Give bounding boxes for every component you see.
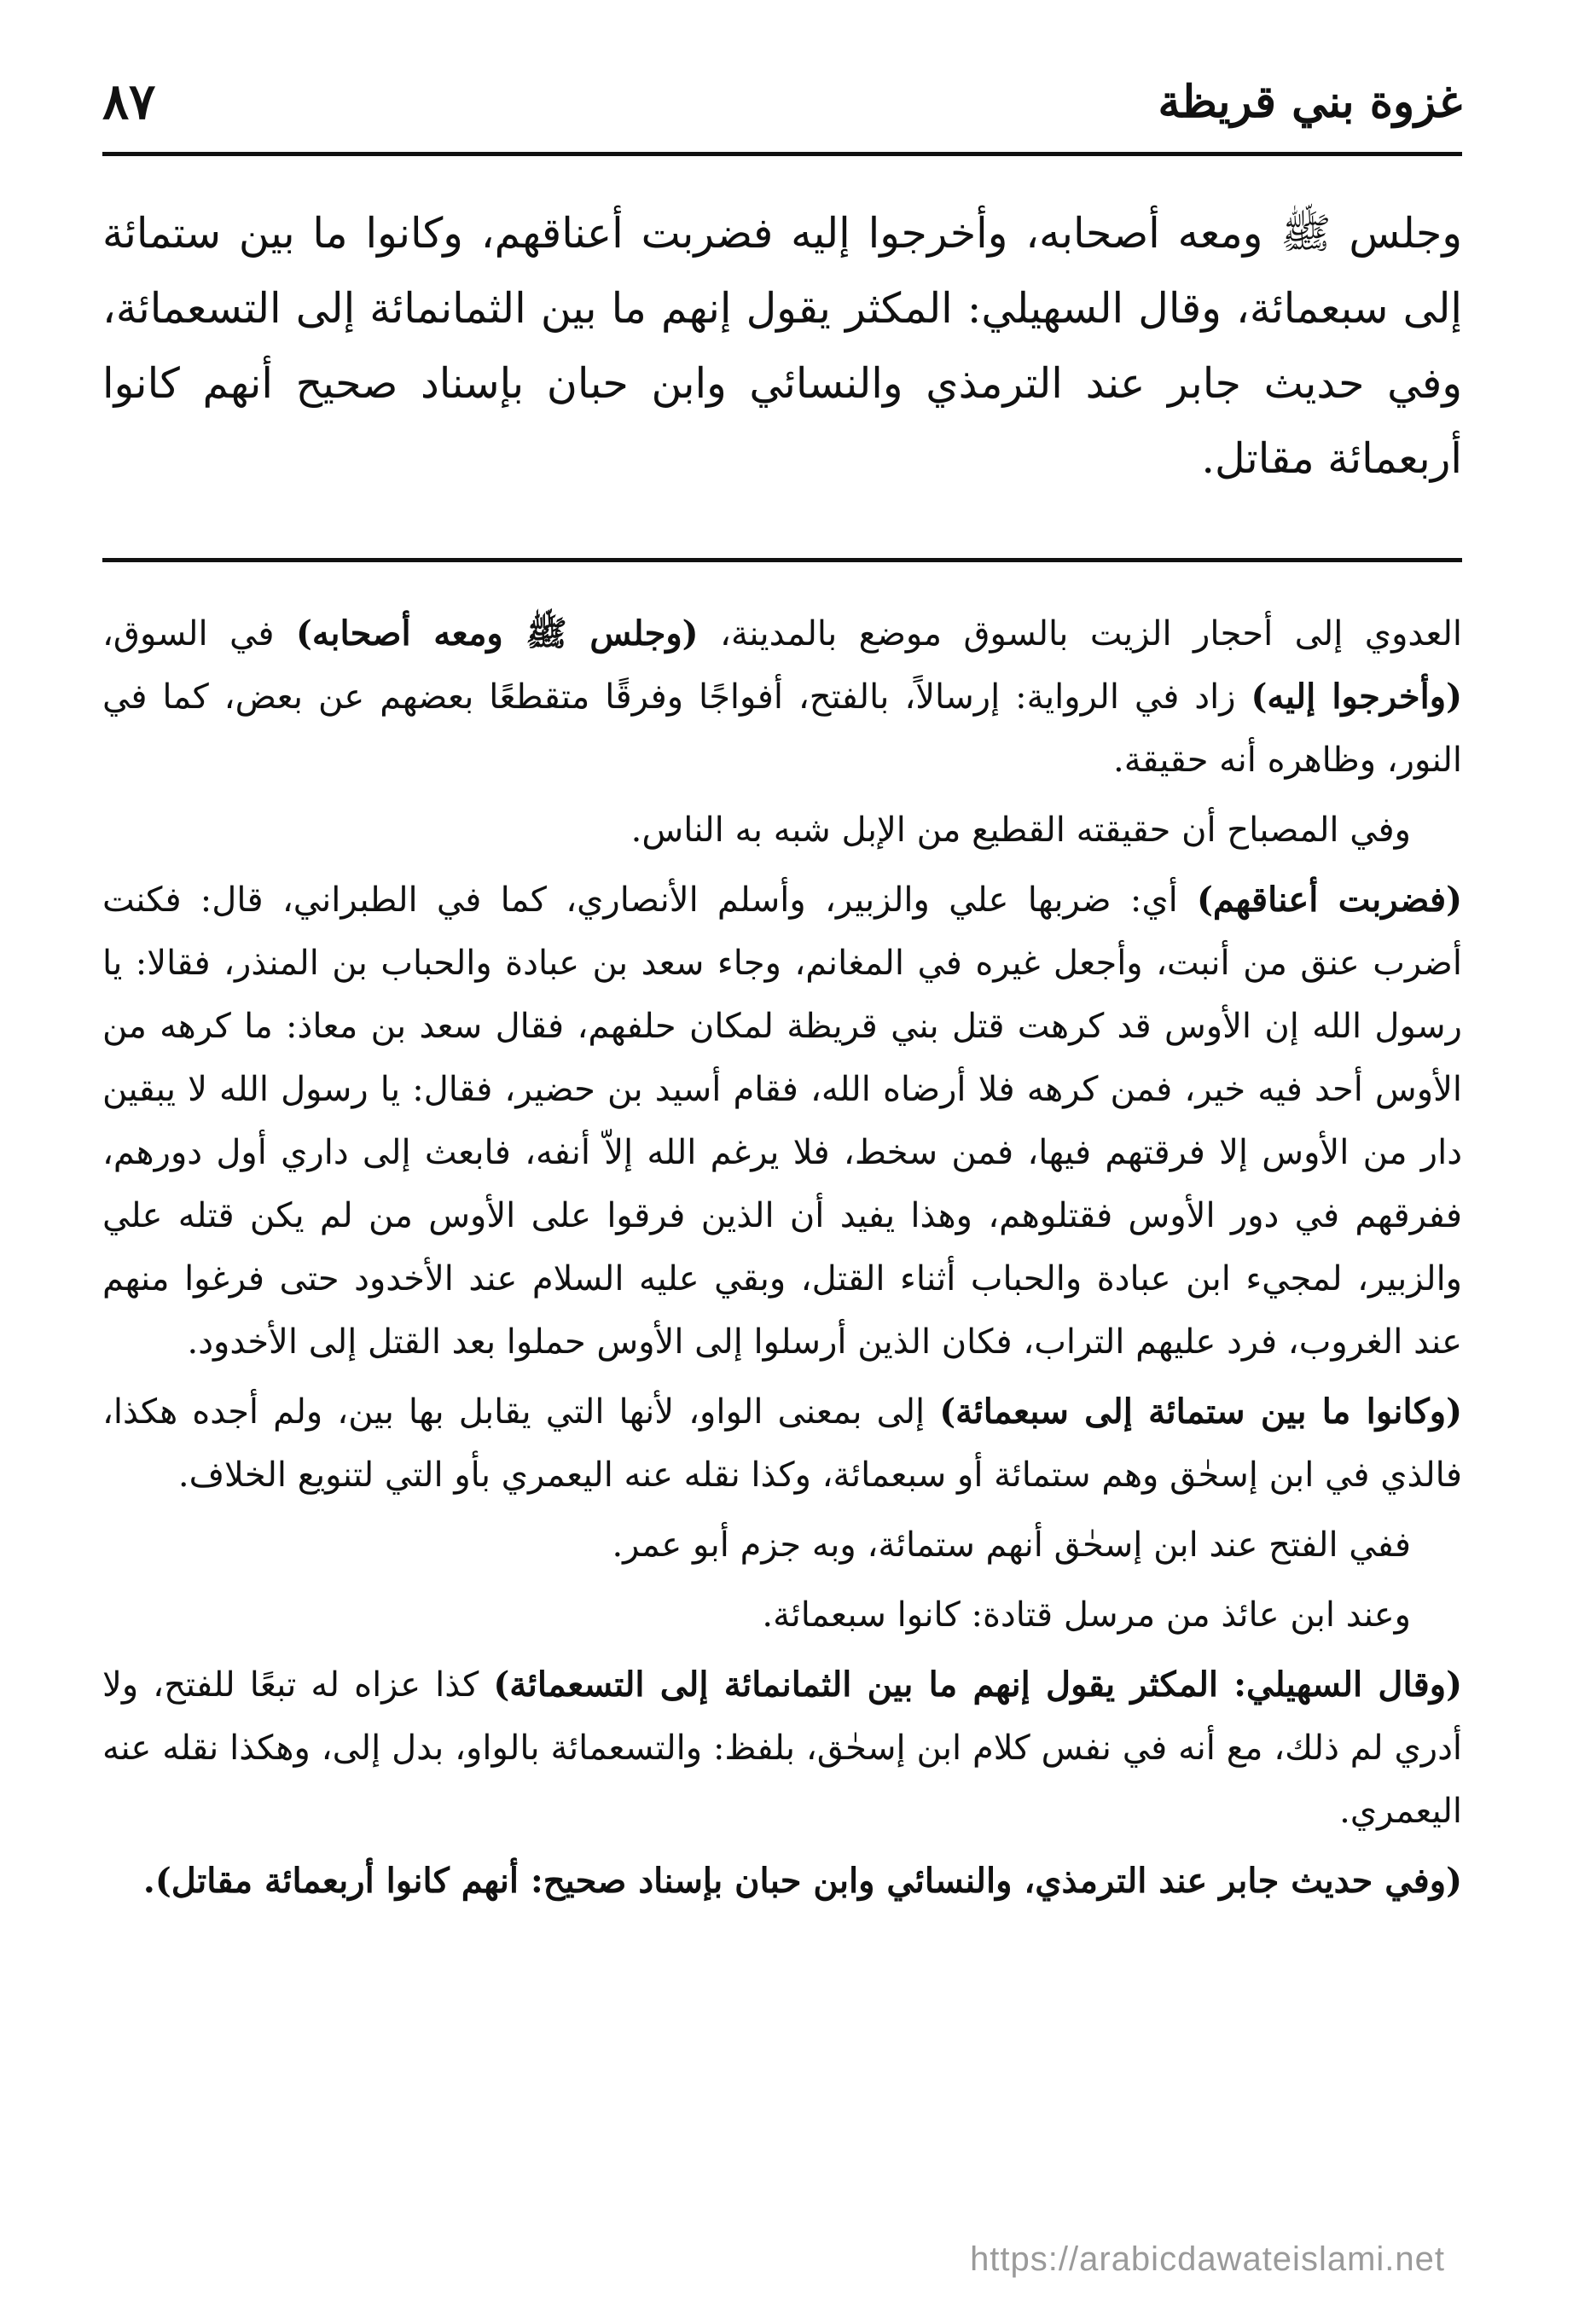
quoted-lemma: (وكانوا ما بين ستمائة إلى سبعمائة) bbox=[939, 1391, 1463, 1432]
quoted-lemma: (فضربت أعناقهم) bbox=[1196, 880, 1463, 920]
commentary-paragraph bbox=[102, 869, 1462, 1374]
chapter-title: غزوة بني قريظة bbox=[1158, 76, 1462, 128]
page-header bbox=[102, 68, 1462, 137]
source-watermark: https://arabicdawateislami.net bbox=[970, 2240, 1445, 2278]
quoted-lemma: (وجلس ﷺ ومعه أصحابه) bbox=[295, 613, 699, 654]
commentary-text: العدوي إلى أحجار الزيت بالسوق موضع بالمدينة، bbox=[698, 614, 1462, 654]
commentary-section bbox=[102, 602, 1462, 1920]
header-rule bbox=[102, 152, 1462, 156]
main-paragraph: وجلس ﷺ ومعه أصحابه، وأخرجوا إليه فضربت أعناقهم، وكانوا ما بين ستمائة إلى سبعمائة، وقال السهيلي: المكثر يقول إنهم ما بين الثمانمائة إلى التسعمائة، وفي حديث جابر عند الترمذي والنسائي وابن حبان بإسناد صحيح أنهم كانوا أربعمائة مقاتل. bbox=[102, 209, 1462, 483]
commentary-paragraph bbox=[102, 1514, 1462, 1577]
commentary-text: زاد في الرواية: إرسالاً، بالفتح، أفواجًا وفرقًا متقطعًا بعضهم عن بعض، كما في النور، وظاهره أنه حقيقة. bbox=[102, 677, 1462, 780]
commentary-paragraph bbox=[102, 1380, 1462, 1507]
quoted-lemma: (وأخرجوا إليه) bbox=[1251, 677, 1463, 717]
footnote-separator bbox=[102, 558, 1462, 562]
quoted-lemma: (وقال السهيلي: المكثر يقول إنهم ما بين الثمانمائة إلى التسعمائة) bbox=[493, 1665, 1462, 1705]
commentary-paragraph bbox=[102, 799, 1462, 862]
commentary-text: وفي المصباح أن حقيقته القطيع من الإبل شبه به الناس. bbox=[630, 810, 1411, 850]
commentary-text: كذا عزاه له تبعًا للفتح، ولا أدري لم ذلك، مع أنه في نفس كلام ابن إسحٰق، بلفظ: والتسعمائة بالواو، بدل إلى، وهكذا نقله عنه اليعمري. bbox=[102, 1665, 1462, 1831]
commentary-paragraph bbox=[102, 602, 1462, 792]
commentary-paragraph bbox=[102, 1653, 1462, 1843]
commentary-text: ففي الفتح عند ابن إسحٰق أنهم ستمائة، وبه جزم أبو عمر. bbox=[612, 1525, 1411, 1565]
commentary-text: إلى بمعنى الواو، لأنها التي يقابل بها بين، ولم أجده هكذا، فالذي في ابن إسحٰق وهم ستمائة أو سبعمائة، وكذا نقله عنه اليعمري بأو التي لتنويع الخلاف. bbox=[102, 1392, 1462, 1495]
commentary-paragraph bbox=[102, 1850, 1462, 1913]
commentary-text: أي: ضربها علي والزبير، وأسلم الأنصاري، كما في الطبراني، قال: فكنت أضرب عنق من أنبت، وأجعل غيره في المغانم، وجاء سعد بن عبادة والحباب بن المنذر، فقالا: يا رسول الله إن الأوس قد كرهت قتل بني قريظة لمكان حلفهم، فقال سعد بن معاذ: ما كرهه من الأوس أحد فيه خير، فمن كرهه فلا أرضاه الله، فقام أسيد بن حضير، فقال: يا رسول الله لا يبقين دار من الأوس إلا فرقتهم فيها، فمن سخط، فلا يرغم الله إلاّ أنفه، فابعث إلى داري أول دورهم، ففرقهم في دور الأوس فقتلوهم، وهذا يفيد أن الذين فرقوا على الأوس من لم يكن قتله علي والزبير، لمجيء ابن عبادة والحباب أثناء القتل، وبقي عليه السلام عند الأخدود حتى فرغوا منهم عند الغروب، فرد عليهم التراب، فكان الذين أرسلوا إلى الأوس حملوا بعد القتل إلى الأخدود. bbox=[102, 880, 1463, 1362]
commentary-text: في السوق، bbox=[102, 614, 296, 654]
main-text bbox=[102, 196, 1462, 497]
page-number: ٨٧ bbox=[102, 73, 156, 131]
quoted-lemma: (وفي حديث جابر عند الترمذي، والنسائي وابن حبان بإسناد صحيح: أنهم كانوا أربعمائة مقاتل). bbox=[142, 1861, 1462, 1901]
commentary-paragraph bbox=[102, 1583, 1462, 1647]
commentary-text: وعند ابن عائذ من مرسل قتادة: كانوا سبعمائة. bbox=[762, 1595, 1411, 1635]
